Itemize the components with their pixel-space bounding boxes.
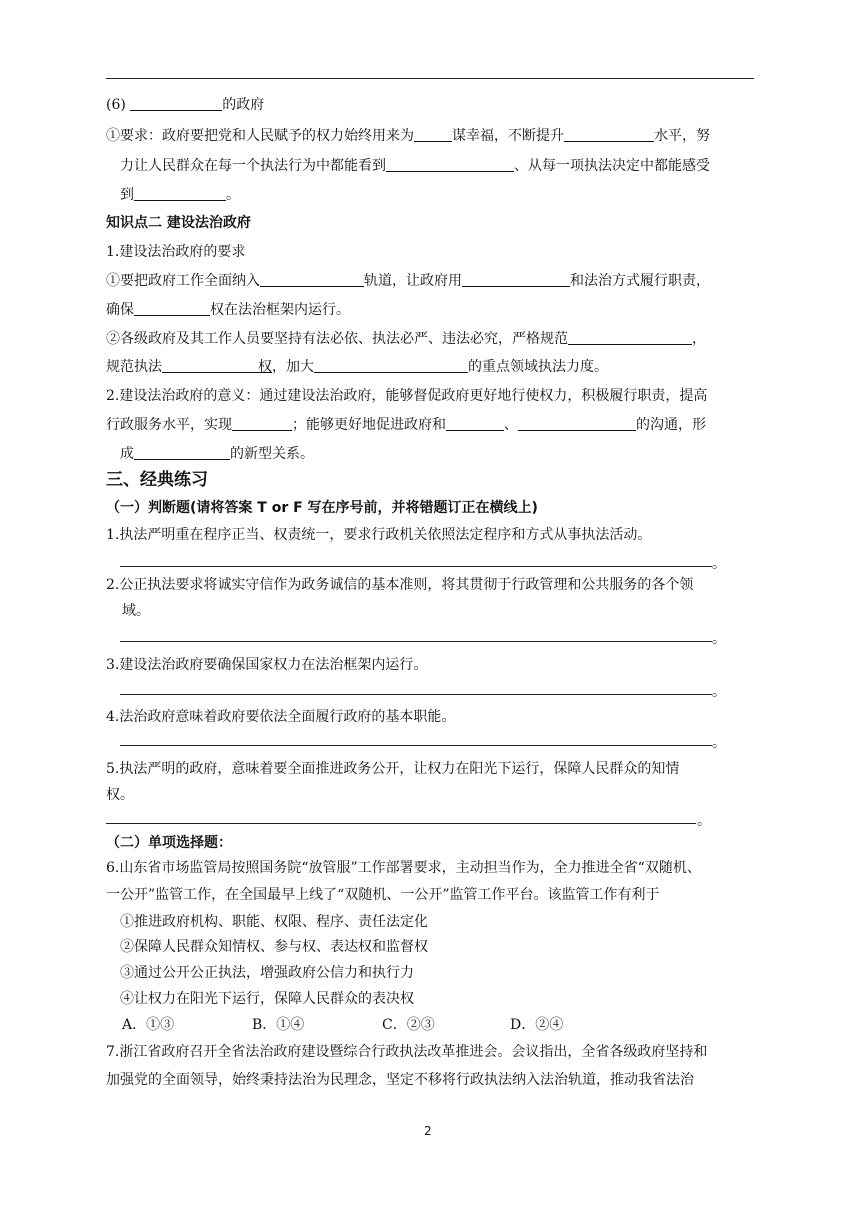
answer-period: 。: [712, 631, 726, 647]
answer-period: 。: [712, 735, 726, 751]
question-2-line1: 2.公正执法要求将诚实守信作为政务诚信的基本准则，将其贯彻于行政管理和公共服务的各个领: [106, 577, 694, 593]
question-6-option-2: ②保障人民群众知情权、参与权、表达权和监督权: [120, 939, 428, 955]
fill-blank[interactable]: [134, 186, 226, 201]
question-3: 3.建设法治政府要确保国家权力在法治框架内运行。: [106, 657, 428, 673]
kp2-meaning-line2: 行政服务水平，实现 ；能够更好地促进政府和 、 的沟通，形: [106, 417, 706, 433]
fill-blank[interactable]: [386, 157, 514, 172]
header-rule: [106, 78, 754, 79]
kp2-requirement-line1: ①要把政府工作全面纳入 轨道，让政府用 和法治方式履行职责，: [106, 273, 710, 289]
fill-blank[interactable]: [518, 416, 636, 431]
fill-blank[interactable]: [568, 330, 692, 345]
choice-d[interactable]: D．②④: [510, 1017, 564, 1033]
question-6-option-3: ③通过公开公正执法，增强政府公信力和执行力: [120, 965, 414, 981]
answer-period: 。: [697, 813, 711, 829]
answer-line[interactable]: [106, 823, 696, 824]
answer-line[interactable]: [120, 694, 712, 695]
kp2-requirement-line3: ②各级政府及其工作人员要坚持有法必依、执法必严、违法必究，严格规范 ，: [106, 331, 706, 347]
page-number: 2: [424, 1124, 432, 1138]
section6-title: (6) 的政府: [106, 97, 265, 113]
question-6-option-4: ④让权力在阳光下运行，保障人民群众的表决权: [120, 991, 414, 1007]
question-6-line2: 一公开”监管工作，在全国最早上线了“双随机、一公开”监管工作平台。该监管工作有利于: [106, 887, 660, 903]
answer-period: 。: [712, 556, 726, 572]
question-7-line1: 7.浙江省政府召开全省法治政府建设暨综合行政执法改革推进会。会议指出，全省各级政府坚持和: [106, 1044, 708, 1060]
question-1: 1.执法严明重在程序正当、权责统一，要求行政机关依照法定程序和方式从事执法活动。: [106, 527, 652, 543]
fill-blank[interactable]: [564, 127, 654, 142]
kp2-meaning-line1: 2.建设法治政府的意义：通过建设法治政府，能够督促政府更好地行使权力，积极履行职责，提高: [106, 388, 708, 404]
choice-a[interactable]: A．①③: [122, 1017, 175, 1033]
section6-requirement-line3: 到 。: [120, 187, 240, 203]
question-7-line2: 加强党的全面领导，始终秉持法治为民理念，坚定不移将行政执法纳入法治轨道，推动我省法治: [106, 1072, 694, 1088]
question-2-line2: 域。: [122, 603, 150, 619]
section6-requirement-line2: 力让人民群众在每一个执法行为中都能看到 、从每一项执法决定中都能感受: [120, 158, 710, 174]
question-5-line1: 5.执法严明的政府，意味着要全面推进政务公开，让权力在阳光下运行，保障人民群众的知情: [106, 761, 680, 777]
fill-blank[interactable]: [134, 301, 210, 316]
answer-period: 。: [712, 684, 726, 700]
question-4: 4.法治政府意味着政府要依法全面履行政府的基本职能。: [106, 709, 456, 725]
choice-b[interactable]: B．①④: [252, 1017, 305, 1033]
fill-blank[interactable]: [314, 358, 468, 373]
fill-blank[interactable]: [446, 416, 504, 431]
fill-blank[interactable]: [134, 445, 230, 460]
kp2-meaning-line3: 成 的新型关系。: [120, 446, 314, 462]
kp2-item1-title: 1.建设法治政府的要求: [106, 244, 246, 260]
question-6-line1: 6.山东省市场监管局按照国务院“放管服”工作部署要求，主动担当作为，全力推进全省“双随机、: [106, 860, 701, 876]
fill-blank[interactable]: [462, 272, 570, 287]
multiple-choice-heading: （二）单项选择题：: [106, 835, 232, 851]
true-false-heading: （一）判断题(请将答案 T or F 写在序号前，并将错题订正在横线上): [106, 500, 538, 516]
fill-blank[interactable]: [260, 272, 364, 287]
section6-requirement-line1: ①要求：政府要把党和人民赋予的权力始终用来为 谋幸福，不断提升 水平，努: [106, 128, 710, 144]
question-5-line2: 权。: [106, 787, 134, 803]
kp2-requirement-line4: 规范执法 权，加大 的重点领域执法力度。: [106, 359, 608, 375]
fill-blank[interactable]: [232, 416, 292, 431]
fill-blank[interactable]: [414, 127, 452, 142]
kp2-requirement-line2: 确保 权在法治框架内运行。: [106, 302, 350, 318]
question-6-option-1: ①推进政府机构、职能、权限、程序、责任法定化: [120, 914, 428, 930]
answer-line[interactable]: [120, 745, 712, 746]
knowledge-point-2-heading: 知识点二 建设法治政府: [106, 215, 251, 231]
fill-blank[interactable]: [162, 358, 258, 373]
practice-heading: 三、经典练习: [106, 470, 208, 490]
question-6-choices: [122, 1016, 563, 1034]
fill-blank[interactable]: [130, 96, 222, 111]
answer-line[interactable]: [120, 641, 712, 642]
choice-c[interactable]: C．②③: [382, 1017, 435, 1033]
answer-line[interactable]: [120, 566, 712, 567]
